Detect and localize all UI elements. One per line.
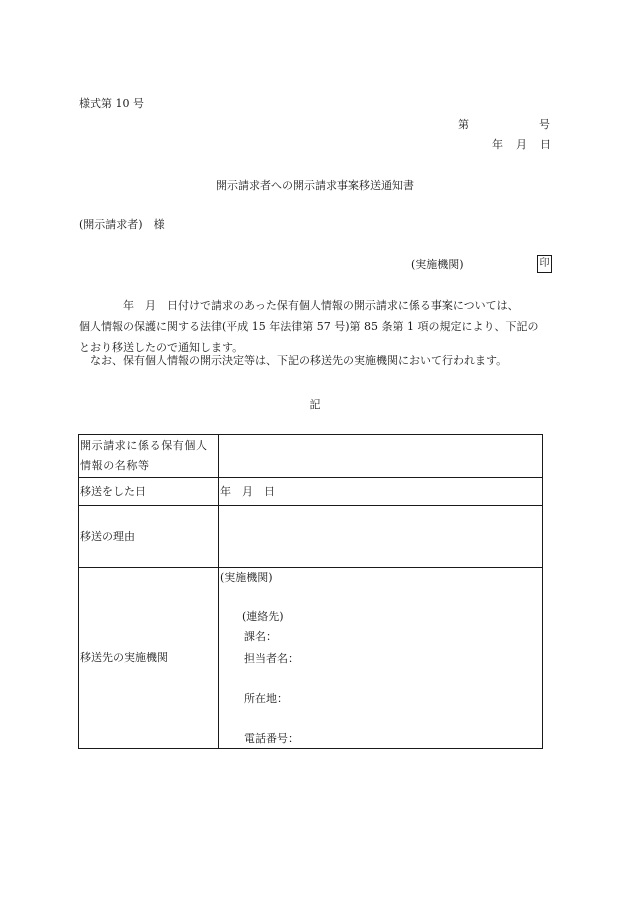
transfer-reason-label: 移送の理由 (79, 506, 219, 568)
form-number: 様式第 10 号 (79, 97, 144, 110)
date-month: 月 (516, 138, 527, 151)
table-row (79, 478, 543, 506)
notice-paragraph (79, 295, 554, 358)
destination-agency-details (219, 568, 543, 749)
issue-date (492, 138, 551, 152)
seal-mark: 印 (537, 255, 552, 273)
contact-heading: (連絡先) (242, 610, 284, 623)
personal-info-name-value (219, 435, 543, 478)
table-row (79, 506, 543, 568)
notice-line-2: 個人情報の保護に関する法律(平成 15 年法律第 57 号)第 85 条第 1 項の規定により、下記の (79, 320, 539, 333)
transfer-reason-value (219, 506, 543, 568)
document-number-prefix: 第 (458, 118, 469, 131)
transfer-date-label: 移送をした日 (79, 478, 219, 506)
requester-addressee: (開示請求者) 様 (79, 218, 165, 231)
date-year: 年 (492, 138, 503, 151)
document-title: 開示請求者への開示請求事案移送通知書 (216, 179, 414, 192)
destination-agency-name: (実施機関) (220, 571, 273, 584)
transfer-date-value: 年 月 日 (219, 478, 543, 506)
date-day: 日 (540, 138, 551, 151)
notice-line-3: とおり移送したので通知します。 (79, 341, 244, 354)
ki-heading: 記 (309, 398, 321, 411)
phone-number: 電話番号： (244, 732, 299, 745)
transfer-details-table (78, 434, 543, 749)
section-name: 課名： (244, 630, 277, 643)
address: 所在地： (244, 692, 288, 705)
destination-agency-label: 移送先の実施機関 (79, 568, 219, 749)
personal-info-name-label: 開示請求に係る保有個人情報の名称等 (79, 435, 219, 478)
notice-line-1: 年 月 日付けで請求のあった保有個人情報の開示請求に係る事案については、 (79, 299, 519, 312)
agency-label: (実施機関) (411, 258, 464, 271)
document-number-suffix: 号 (539, 118, 550, 131)
person-in-charge: 担当者名： (244, 652, 299, 665)
disclosure-note: なお、保有個人情報の開示決定等は、下記の移送先の実施機関において行われます。 (79, 354, 508, 367)
table-row (79, 568, 543, 749)
table-row (79, 435, 543, 478)
